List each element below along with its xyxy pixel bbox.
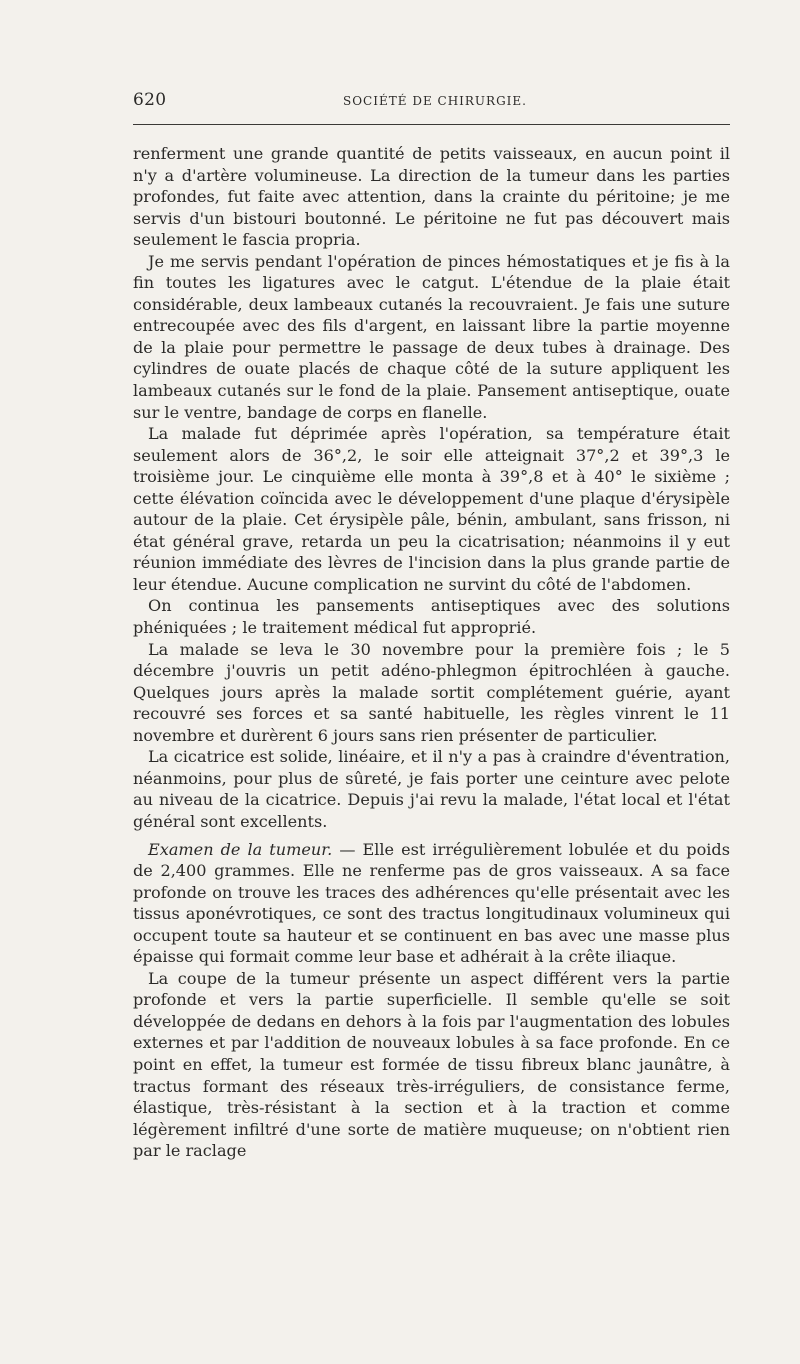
- paragraph-postoperative: La malade fut déprimée après l'opération, sa température était seulement alors de 36°,2, le soir elle atteignait 37°,2 et 39°,3 le troisième jour. Le cinquième elle monta à 39°,8 et à 40° le sixième ; cette élévation coïncida avec le développement d'une plaque d'érysipèle autour de la plaie. Cet érysipèle pâle, bénin, ambulant, sans frisson, ni état général grave, retarda un peu la cicatrisation; néanmoins il y eut réunion immédiate des lèvres de l'incision dans la plus grande partie de leur étendue. Aucune complication ne survint du côté de l'abdomen.: [133, 424, 730, 594]
- paragraph-tumor-section: La coupe de la tumeur présente un aspect différent vers la partie profonde et vers la partie superficielle. Il semble qu'elle se soit développée de dedans en dehors à la fois par l'augmentation des lobules externes et par l'addition de nouveaux lobules à sa face profonde. En ce point en effet, la tumeur est formée de tissu fibreux blanc jaunâtre, à tractus formant des réseaux très-irréguliers, de consistance ferme, élastique, très-résistant à la section et à la traction et comme légèrement infiltré d'une sorte de matière muqueuse; on n'obtient rien par le raclage: [133, 968, 730, 1161]
- paragraph-operation: Je me servis pendant l'opération de pinces hémostatiques et je fis à la fin toutes les ligatures avec le catgut. L'étendue de la plaie était considérable, deux lambeaux cutanés la recouvraient. Je fais une suture entrecoupée avec des fils d'argent, en laissant libre la partie moyenne de la plaie pour permettre le passage de deux tubes à drainage. Des cylindres de ouate placés de chaque côté de la suture appliquent les lambeaux cutanés sur le fond de la plaie. Pansement antiseptique, ouate sur le ventre, bandage de corps en flanelle.: [133, 251, 730, 422]
- section-heading: Examen de la tumeur.: [148, 839, 333, 859]
- section-text: — Elle est irrégulièrement lobulée et du poids de 2,400 grammes. Elle ne renferme pas de gros vaisseaux. A sa face profonde on trouve les traces des adhérences qu'elle présentait avec les tissus aponévrotiques, ce sont des tractus longitudinaux volumineux qui occupent toute sa hauteur et se continuent en bas avec une masse plus épaisse qui formait comme leur base et adhérait à la crête iliaque.: [133, 839, 730, 967]
- page-number: 620: [133, 90, 167, 110]
- paragraph-tumor-exam: [133, 839, 730, 968]
- paragraph-continued: renferment une grande quantité de petits vaisseaux, en aucun point il n'y a d'artère volumineuse. La direction de la tumeur dans les parties profondes, fut faite avec attention, dans la crainte du péritoine; je me servis d'un bistouri boutonné. Le péritoine ne fut pas découvert mais seulement le fascia propria.: [133, 144, 730, 250]
- header-rule: [133, 124, 730, 125]
- paragraph-scar: La cicatrice est solide, linéaire, et il n'y a pas à craindre d'éventration, néanmoins, pour plus de sûreté, je fais porter une ceinture avec pelote au niveau de la cicatrice. Depuis j'ai revu la malade, l'état local et l'état général sont excellents.: [133, 747, 730, 831]
- paragraph-recovery: La malade se leva le 30 novembre pour la première fois ; le 5 décembre j'ouvris un petit adéno-phlegmon épitrochléen à gauche. Quelques jours après la malade sortit complétement guérie, ayant recouvré ses forces et sa santé habituelle, les règles vinrent le 11 novembre et durèrent 6 jours sans rien présenter de particulier.: [133, 639, 730, 745]
- running-head: SOCIÉTÉ DE CHIRURGIE.: [343, 94, 527, 108]
- paragraph-dressings: On continua les pansements antiseptiques avec des solutions phéniquées ; le traitement médical fut approprié.: [133, 596, 730, 638]
- body-text: [133, 143, 730, 1162]
- page-header: [133, 90, 730, 114]
